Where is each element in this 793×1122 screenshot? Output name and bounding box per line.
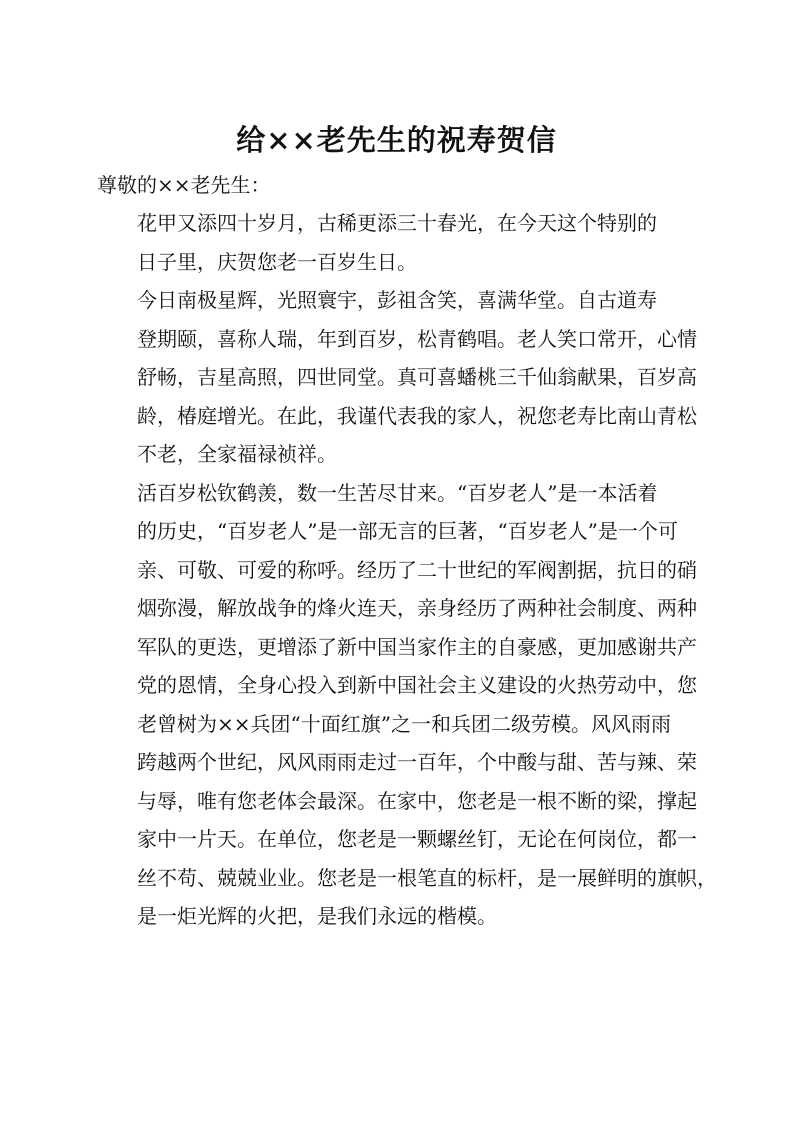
text-line: 党的恩情，全身心投入到新中国社会主义建设的火热劳动中，您 — [137, 673, 697, 697]
page-title: 给××老先生的祝寿贺信 — [236, 123, 557, 157]
text-line: 今日南极星辉，光照寰宇，彭祖含笑，喜满华堂。自古道寿 — [137, 288, 657, 312]
text-line: 亲、可敬、可爱的称呼。经历了二十世纪的军阀割据，抗日的硝 — [137, 557, 697, 582]
text-line: 花甲又添四十岁月，古稀更添三十春光，在今天这个特别的 — [137, 211, 657, 235]
text-line: 跨越两个世纪，风风雨雨走过一百年，个中酸与甜、苦与辣、荣 — [137, 750, 697, 774]
text-line: 与辱，唯有您老体会最深。在家中，您老是一根不断的梁，撑起 — [137, 788, 697, 813]
text-line: 老曾树为××兵团“十面红旗”之一和兵团二级劳模。风风雨雨 — [137, 711, 671, 736]
paragraph-1 — [97, 204, 697, 281]
text-line: 的历史，“百岁老人”是一部无言的巨著，“百岁老人”是一个可 — [137, 519, 678, 543]
text-line: 烟弥漫，解放战争的烽火连天，亲身经历了两种社会制度、两种 — [137, 596, 697, 620]
text-line: 登期颐，喜称人瑞，年到百岁，松青鹤唱。老人笑口常开，心情 — [137, 326, 697, 351]
text-line: 舒畅，吉星高照，四世同堂。真可喜蟠桃三千仙翁献果，百岁高 — [137, 365, 697, 389]
text-line: 丝不苟、兢兢业业。您老是一根笔直的标杆，是一展鲜明的旗帜， — [137, 865, 717, 890]
text-line: 家中一片天。在单位，您老是一颗螺丝钉，无论在何岗位，都一 — [137, 827, 697, 851]
paragraph-3 — [97, 474, 717, 936]
text-line: 是一炬光辉的火把，是我们永远的楷模。 — [137, 904, 497, 928]
text-line: 日子里，庆贺您老一百岁生日。 — [137, 249, 417, 274]
text-line: 不老，全家福禄祯祥。 — [137, 442, 337, 466]
text-line: 军队的更迭，更增添了新中国当家作主的自豪感，更加感谢共产 — [137, 634, 697, 659]
text-line: 活百岁松钦鹤羡，数一生苦尽甘来。“百岁老人”是一本活着 — [137, 480, 658, 505]
paragraph-2 — [97, 281, 697, 474]
letter-body — [97, 204, 717, 936]
salutation: 尊敬的××老先生： — [97, 173, 271, 197]
text-line: 龄，椿庭增光。在此，我谨代表我的家人，祝您老寿比南山青松 — [137, 403, 697, 428]
